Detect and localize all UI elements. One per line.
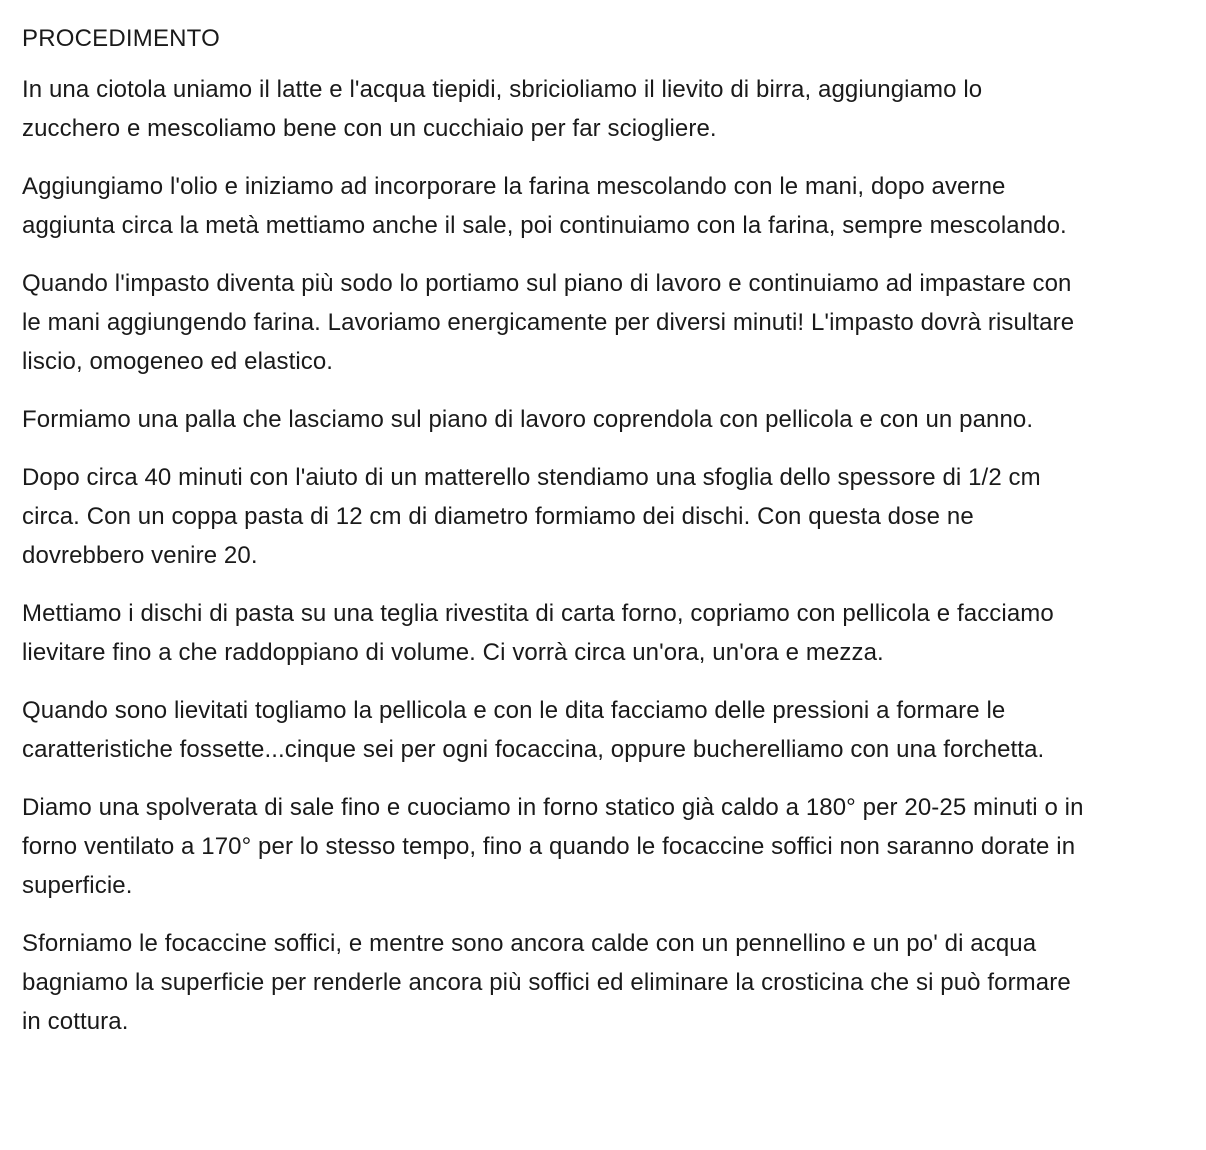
paragraph-line: circa. Con un coppa pasta di 12 cm di diametro formiamo dei dischi. Con questa dose ne <box>22 503 974 530</box>
paragraph-line: zucchero e mescoliamo bene con un cucchiaio per far sciogliere. <box>22 115 717 142</box>
paragraph-line: liscio, omogeneo ed elastico. <box>22 348 334 375</box>
paragraph-line: lievitare fino a che raddoppiano di volume. Ci vorrà circa un'ora, un'ora e mezza. <box>22 639 884 666</box>
paragraph-1 <box>22 70 1206 148</box>
paragraph-line: Quando sono lievitati togliamo la pellicola e con le dita facciamo delle pressioni a formare le <box>22 697 1006 724</box>
paragraph-line: le mani aggiungendo farina. Lavoriamo energicamente per diversi minuti! L'impasto dovrà risultare <box>22 309 1075 336</box>
paragraph-line: Quando l'impasto diventa più sodo lo portiamo sul piano di lavoro e continuiamo ad impastare con <box>22 270 1072 297</box>
paragraph-line: In una ciotola uniamo il latte e l'acqua tiepidi, sbricioliamo il lievito di birra, aggiungiamo lo <box>22 76 983 103</box>
paragraph-line: dovrebbero venire 20. <box>22 542 258 569</box>
paragraph-line: Aggiungiamo l'olio e iniziamo ad incorporare la farina mescolando con le mani, dopo averne <box>22 173 1006 200</box>
paragraph-line: bagniamo la superficie per renderle ancora più soffici ed eliminare la crosticina che si può formare <box>22 969 1071 996</box>
paragraph-3 <box>22 264 1206 381</box>
paragraph-line: Dopo circa 40 minuti con l'aiuto di un matterello stendiamo una sfoglia dello spessore di 1/2 cm <box>22 464 1041 491</box>
paragraph-line: Diamo una spolverata di sale fino e cuociamo in forno statico già caldo a 180° per 20-25 minuti o in <box>22 794 1084 821</box>
paragraph-line: aggiunta circa la metà mettiamo anche il sale, poi continuiamo con la farina, sempre mescolando. <box>22 212 1067 239</box>
paragraph-line: Sforniamo le focaccine soffici, e mentre sono ancora calde con un pennellino e un po' di acqua <box>22 930 1037 957</box>
paragraph-line: in cottura. <box>22 1008 129 1035</box>
paragraph-2 <box>22 167 1206 245</box>
document-body <box>22 22 1206 1060</box>
paragraph-line: caratteristiche fossette...cinque sei per ogni focaccina, oppure bucherelliamo con una forchetta. <box>22 736 1045 763</box>
paragraph-5 <box>22 458 1206 575</box>
paragraph-line: forno ventilato a 170° per lo stesso tempo, fino a quando le focaccine soffici non saranno dorate in <box>22 833 1076 860</box>
paragraph-line: Mettiamo i dischi di pasta su una teglia rivestita di carta forno, copriamo con pellicola e facciamo <box>22 600 1054 627</box>
paragraph-6 <box>22 594 1206 672</box>
paragraph-line: superficie. <box>22 872 133 899</box>
paragraph-4 <box>22 400 1206 439</box>
paragraph-line: Formiamo una palla che lasciamo sul piano di lavoro coprendola con pellicola e con un panno. <box>22 406 1034 433</box>
section-title: PROCEDIMENTO <box>22 25 220 52</box>
paragraph-7 <box>22 691 1206 769</box>
paragraph-9 <box>22 924 1206 1041</box>
paragraph-8 <box>22 788 1206 905</box>
